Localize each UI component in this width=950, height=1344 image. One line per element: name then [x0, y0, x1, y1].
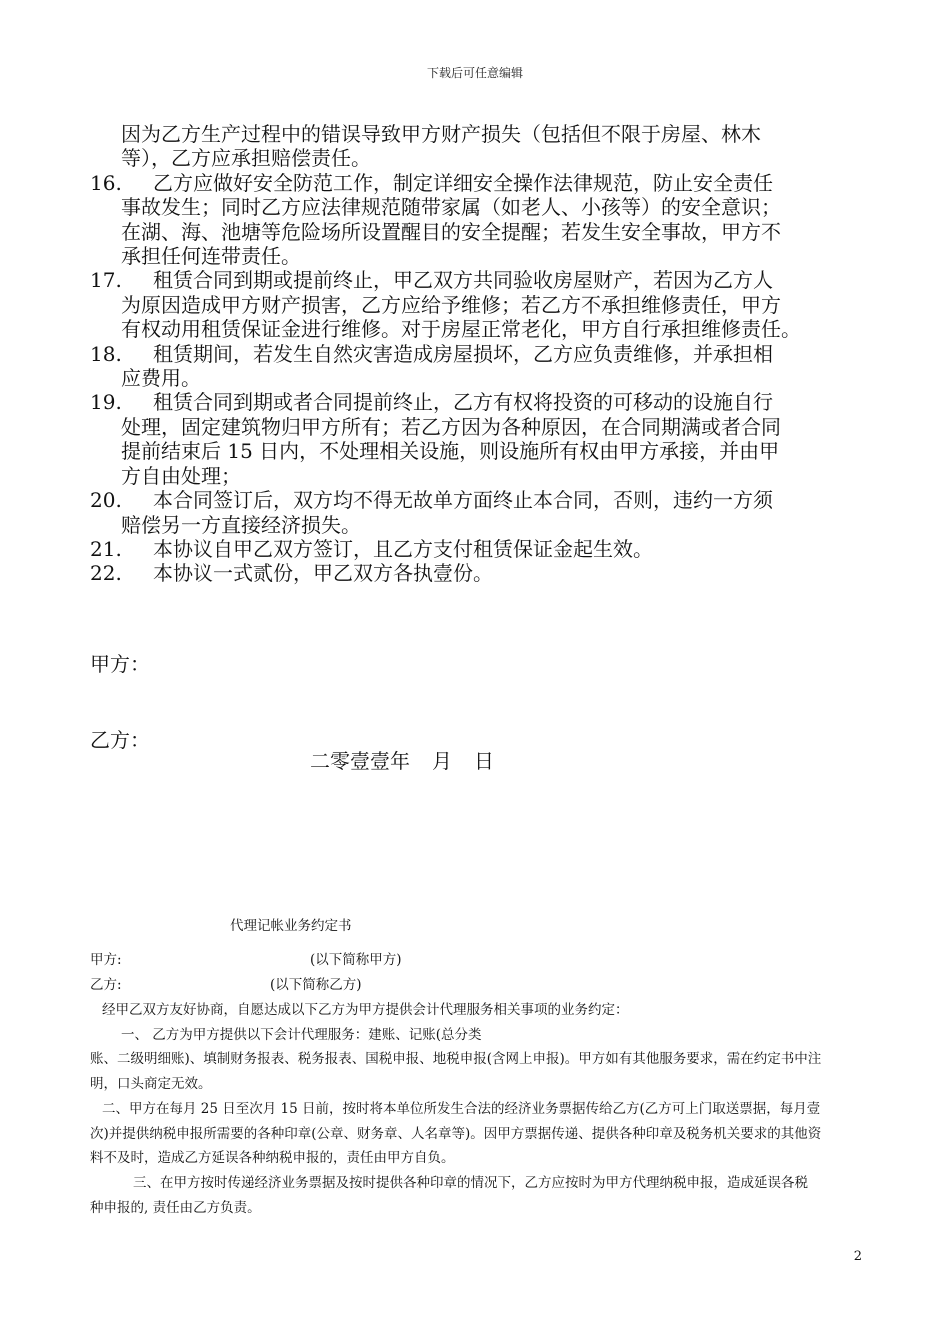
clause-16 — [90, 171, 870, 269]
clause-line: 租赁合同到期或者合同提前终止，乙方有权将投资的可移动的设施自行 — [153, 390, 773, 415]
agreement-item-2-cont: 次)并提供纳税申报所需要的各种印章(公章、财务章、人名章等)。因甲方票据传递、提供各种印章及税务机关要求的其他资 — [90, 1126, 822, 1142]
agreement-party-b-note: (以下简称乙方) — [270, 977, 362, 993]
clause-line: 方自由处理； — [121, 463, 241, 488]
clause-line: 有权动用租赁保证金进行维修。对于房屋正常老化，甲方自行承担维修责任。 — [121, 317, 801, 342]
clause-line: 应费用。 — [121, 366, 201, 391]
party-b-signature: 乙方： — [90, 728, 150, 752]
clause-line: 乙方应做好安全防范工作，制定详细安全操作法律规范，防止安全责任 — [153, 170, 773, 195]
clause-line: 本协议一式贰份，甲乙双方各执壹份。 — [153, 561, 493, 586]
clause-number: 21. — [90, 536, 122, 561]
continuation-line: 因为乙方生产过程中的错误导致甲方财产损失（包括但不限于房屋、林木 — [121, 122, 761, 146]
clause-line: 租赁合同到期或提前终止，甲乙双方共同验收房屋财产，若因为乙方人 — [153, 268, 773, 293]
clause-line: 本协议自甲乙双方签订，且乙方支付租赁保证金起生效。 — [153, 536, 653, 561]
clause-line: 在湖、海、池塘等危险场所设置醒目的安全提醒；若发生安全事故，甲方不 — [121, 219, 781, 244]
clause-17 — [90, 268, 870, 341]
page-header: 下载后可任意编辑 — [426, 66, 523, 80]
clause-line: 为原因造成甲方财产损害，乙方应给予维修；若乙方不承担维修责任，甲方 — [121, 292, 781, 317]
signing-date — [310, 745, 516, 774]
clause-number: 20. — [90, 488, 122, 513]
agreement-title: 代理记帐业务约定书 — [230, 918, 352, 934]
clause-number: 19. — [90, 390, 122, 415]
agreement-item-3: 三、在甲方按时传递经济业务票据及按时提供各种印章的情况下，乙方应按时为甲方代理纳税申报，造成延误各税 — [133, 1175, 808, 1191]
agreement-item-1: 一、 乙方为甲方提供以下会计代理服务：建账、记账(总分类 — [121, 1027, 482, 1043]
clause-line: 赔偿另一方直接经济损失。 — [121, 512, 361, 537]
clause-18 — [90, 342, 870, 391]
continuation-line: 等），乙方应承担赔偿责任。 — [121, 146, 371, 171]
agreement-item-1-cont: 账、二级明细账)、填制财务报表、税务报表、国税申报、地税申报(含网上申报)。甲方如有其他服务要求，需在约定书中注 — [90, 1051, 822, 1067]
clause-line: 提前结束后 15 日内，不处理相关设施，则设施所有权由甲方承接，并由甲 — [121, 439, 780, 464]
clause-number: 17. — [90, 268, 122, 293]
agreement-item-2: 二、甲方在每月 25 日至次月 15 日前，按时将本单位所发生合法的经济业务票据传给乙方(乙方可上门取送票据，每月壹 — [102, 1101, 821, 1117]
date-month: 月 — [432, 749, 452, 773]
clause-number: 18. — [90, 341, 122, 366]
agreement-party-b-label: 乙方: — [90, 977, 122, 993]
clause-22 — [90, 561, 870, 585]
clause-line: 承担任何连带责任。 — [121, 244, 301, 269]
clause-line: 处理，固定建筑物归甲方所有；若乙方因为各种原因，在合同期满或者合同 — [121, 414, 781, 439]
date-year: 二零壹壹年 — [310, 749, 410, 773]
clause-line: 租赁期间，若发生自然灾害造成房屋损坏，乙方应负责维修，并承担相 — [153, 341, 773, 366]
clause-21 — [90, 537, 870, 561]
agreement-item-3-cont: 种申报的, 责任由乙方负责。 — [90, 1200, 261, 1216]
agreement-party-a-note: (以下简称甲方) — [310, 952, 402, 968]
clause-line: 事故发生；同时乙方应法律规范随带家属（如老人、小孩等）的安全意识； — [121, 195, 781, 220]
clause-line: 本合同签订后，双方均不得无故单方面终止本合同，否则，违约一方须 — [153, 488, 773, 513]
party-a-signature: 甲方： — [90, 652, 150, 676]
clause-19 — [90, 390, 870, 488]
date-day: 日 — [474, 749, 494, 773]
agreement-item-1-cont: 明，口头商定无效。 — [90, 1076, 212, 1092]
clause-number: 22. — [90, 561, 122, 586]
agreement-party-a-label: 甲方: — [90, 952, 122, 968]
clause-20 — [90, 488, 870, 537]
agreement-intro: 经甲乙双方友好协商，自愿达成以下乙方为甲方提供会计代理服务相关事项的业务约定： — [102, 1002, 629, 1018]
page-number: 2 — [853, 1249, 862, 1264]
agreement-item-2-cont: 料不及时，造成乙方延误各种纳税申报的，责任由甲方自负。 — [90, 1150, 455, 1166]
clause-number: 16. — [90, 170, 122, 195]
contract-clauses — [90, 122, 870, 586]
